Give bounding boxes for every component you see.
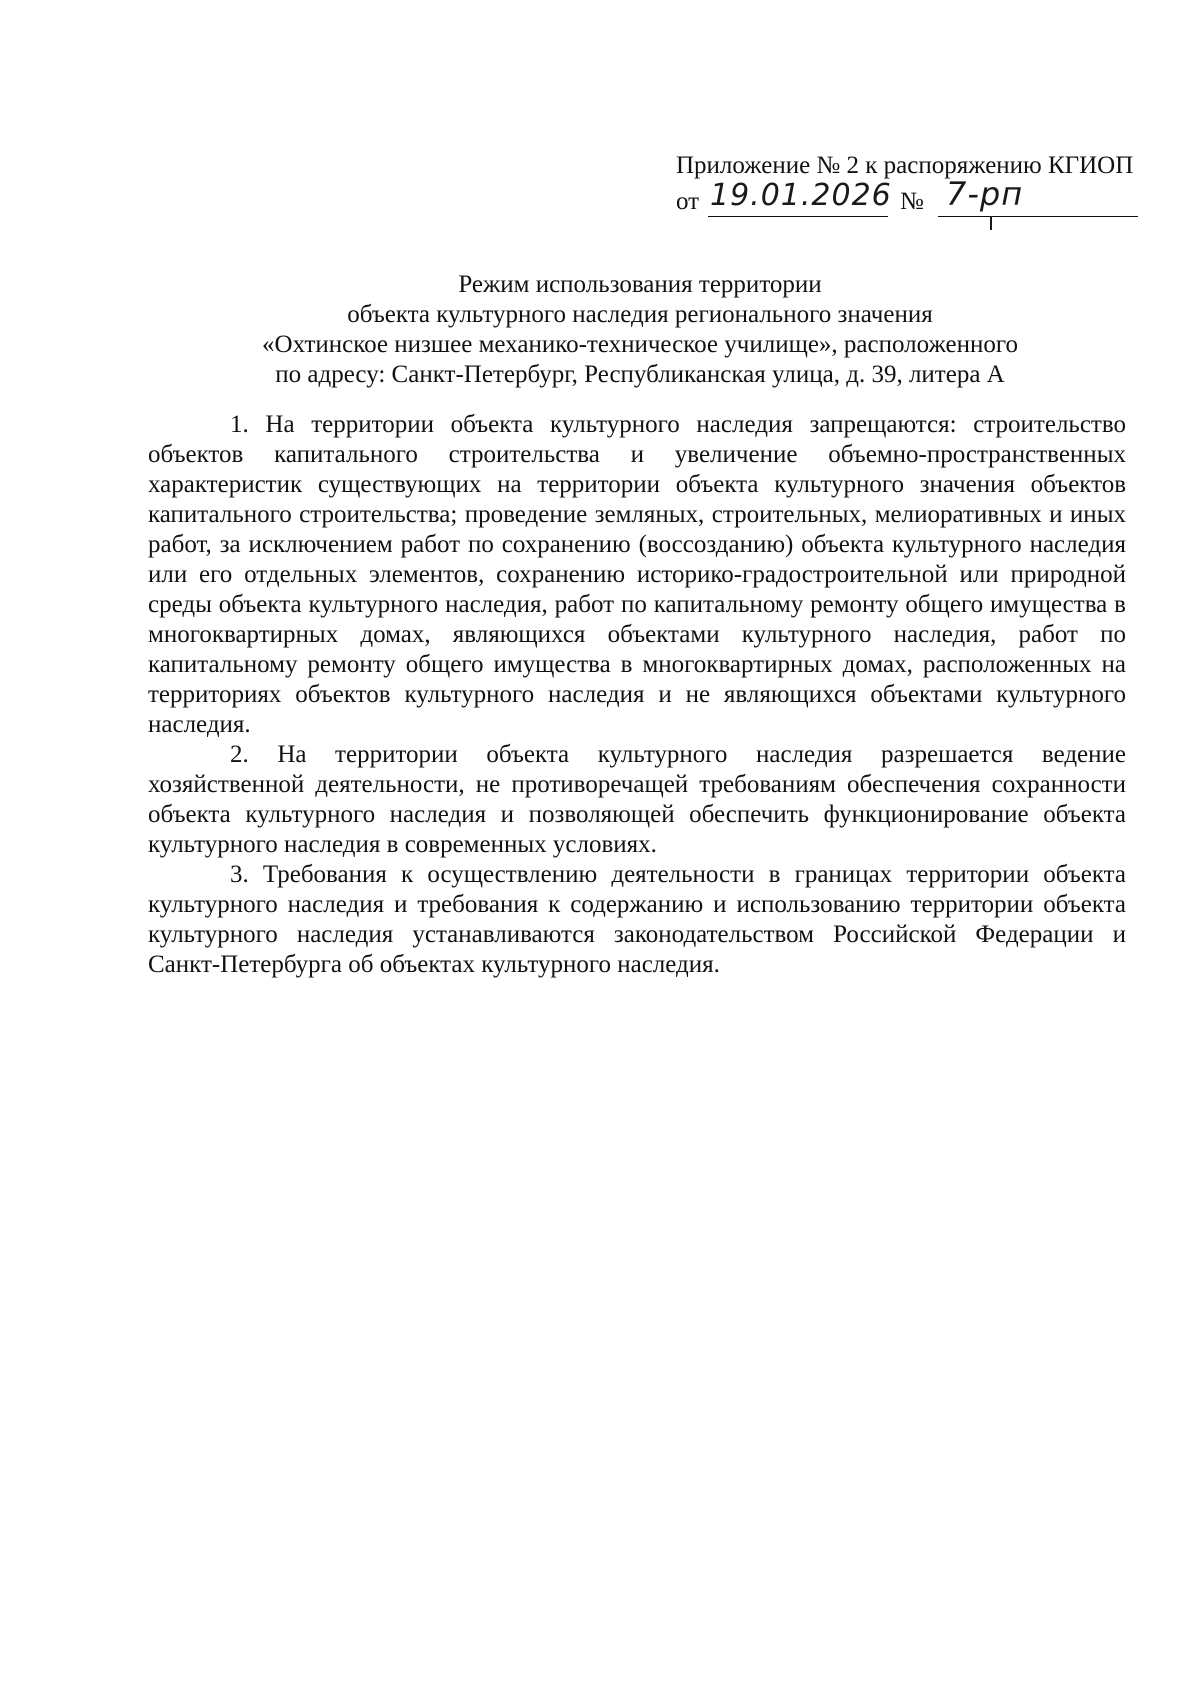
handwriting-stroke	[990, 216, 992, 230]
number-sign-label: №	[900, 188, 924, 215]
paragraph-1: 1. На территории объекта культурного наследия запрещаются: строительство объектов капитального строительства и увеличение объемно-пространственных характеристик существующих на территории объекта культурного значения объектов капитального строительства; проведение земляных, строительных, мелиоративных и иных работ, за исключением работ по сохранению (воссозданию) объекта культурного наследия или его отдельных элементов, сохранению историко-градостроительной или природной среды объекта культурного наследия, работ по капитальному ремонту общего имущества в многоквартирных домах, являющихся объектами культурного наследия, работ по капитальному ремонту общего имущества в многоквартирных домах, расположенных на территориях объектов культурного наследия и не являющихся объектами культурного наследия.	[148, 411, 1126, 738]
title-line-3: «Охтинское низшее механико-техническое училище», расположенного	[262, 331, 1018, 358]
paragraph-2: 2. На территории объекта культурного наследия разрешается ведение хозяйственной деятельности, не противоречащей требованиям обеспечения сохранности объекта культурного наследия и позволяющей обеспечить функционирование объекта культурного наследия в современных условиях.	[148, 741, 1126, 858]
handwritten-number: 7-рп	[946, 175, 1024, 213]
paragraph-3: 3. Требования к осуществлению деятельности в границах территории объекта культурного наследия и требования к содержанию и использованию территории объекта культурного наследия устанавливаются законодательством Российской Федерации и Санкт-Петербурга об объектах культурного наследия.	[148, 861, 1126, 978]
title-line-2: объекта культурного наследия регионального значения	[347, 301, 933, 328]
document-body	[148, 410, 1126, 980]
appendix-reference	[676, 150, 1136, 226]
date-prefix-label: от	[676, 188, 700, 215]
date-underline	[708, 216, 888, 217]
handwritten-date: 19.01.2026	[710, 178, 892, 213]
document-title	[150, 270, 1130, 390]
number-underline	[938, 216, 1138, 217]
title-line-4: по адресу: Санкт-Петербург, Республиканская улица, д. 39, литера А	[275, 361, 1005, 388]
appendix-date-number-line	[676, 175, 1136, 226]
appendix-title: Приложение № 2 к распоряжению КГИОП	[676, 152, 1134, 179]
title-line-1: Режим использования территории	[458, 271, 822, 298]
